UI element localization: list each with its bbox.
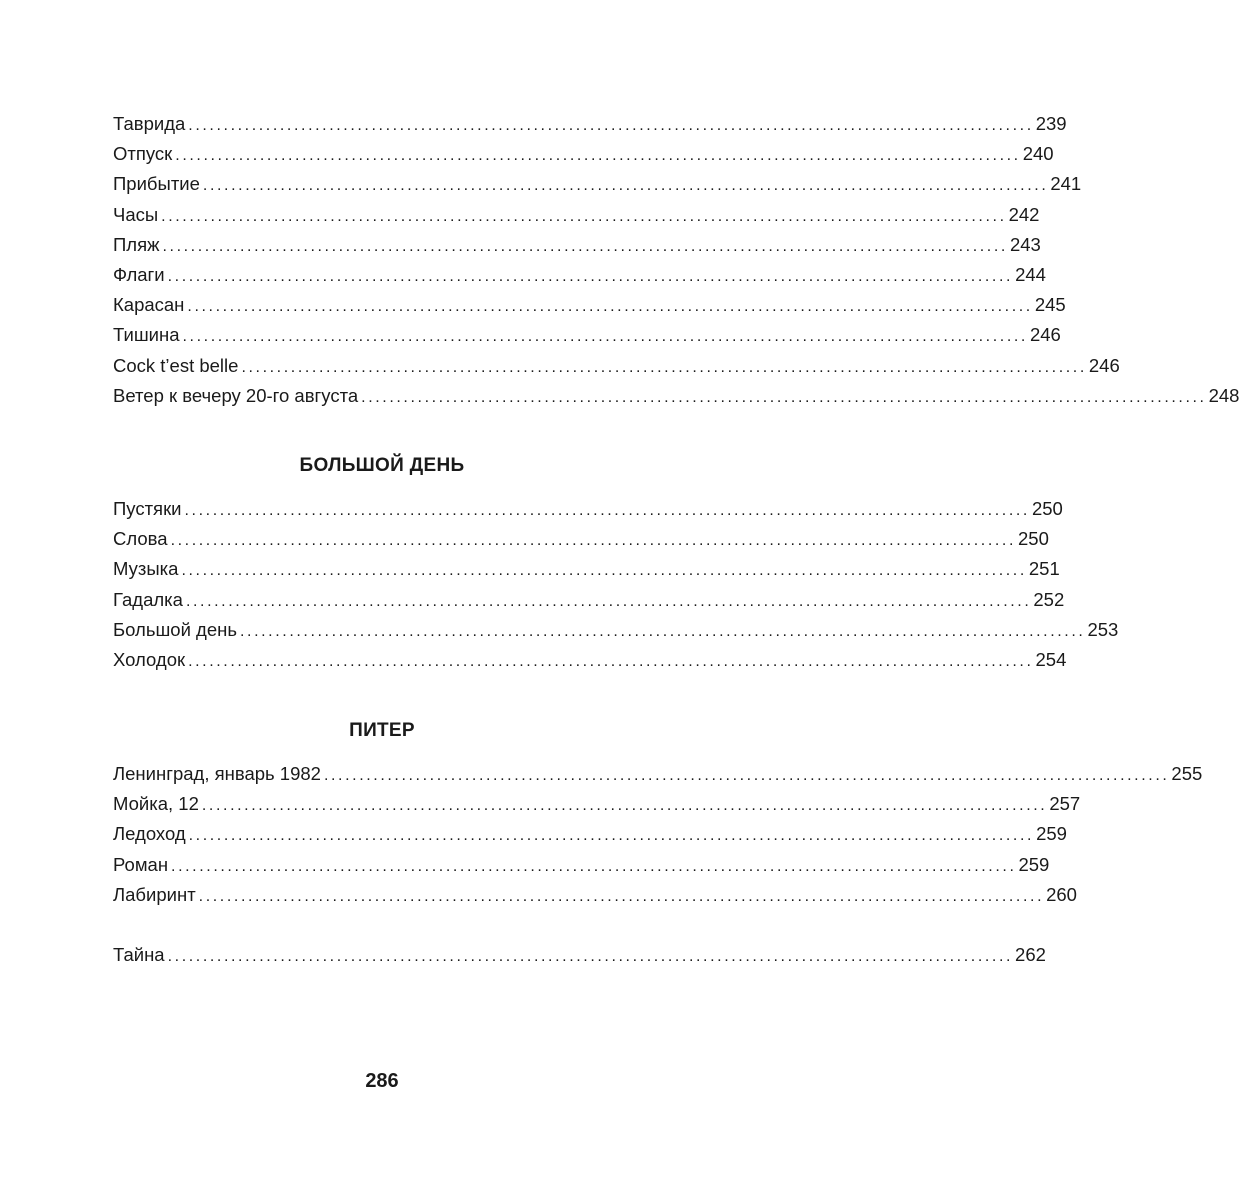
toc-entry bbox=[113, 260, 1046, 290]
toc-entry-title: Прибытие bbox=[113, 173, 200, 195]
toc-entry-title: Флаги bbox=[113, 263, 165, 285]
toc-group-piter bbox=[113, 759, 1203, 910]
toc-dot-leader: ........................................................................................................................ bbox=[182, 328, 1028, 346]
toc-entry-title: Тайна bbox=[113, 944, 165, 965]
toc-group-1 bbox=[113, 109, 1239, 411]
toc-dot-leader: ........................................................................................................................ bbox=[171, 857, 1017, 875]
toc-dot-leader: ........................................................................................................................ bbox=[188, 117, 1034, 134]
toc-entry-page: 243 bbox=[1009, 233, 1041, 255]
toc-entry-title: Пляж bbox=[113, 233, 160, 255]
toc-entry bbox=[113, 645, 1067, 675]
toc-entry bbox=[113, 524, 1049, 554]
toc-entry bbox=[113, 615, 1119, 645]
toc-dot-leader: ........................................................................................................................ bbox=[187, 298, 1033, 316]
toc-group-final bbox=[113, 940, 1046, 970]
toc-entry-page: 248 bbox=[1208, 384, 1239, 406]
toc-entry bbox=[113, 381, 1239, 411]
toc-entry bbox=[113, 759, 1203, 789]
toc-dot-leader: ........................................................................................................................ bbox=[185, 592, 1032, 610]
toc-entry-title: Карасан bbox=[113, 294, 185, 316]
toc-entry-title: Слова bbox=[113, 528, 168, 550]
toc-entry-page: 241 bbox=[1050, 173, 1082, 195]
toc-entry bbox=[113, 139, 1054, 169]
toc-entry bbox=[113, 850, 1050, 880]
toc-dot-leader: ........................................................................................................................ bbox=[175, 147, 1021, 165]
section-heading: БОЛЬШОЙ ДЕНЬ bbox=[299, 455, 465, 476]
toc-entry-page: 253 bbox=[1087, 618, 1119, 640]
toc-dot-leader: ........................................................................................................................ bbox=[202, 177, 1049, 195]
toc-entry bbox=[113, 169, 1082, 199]
toc-entry bbox=[113, 880, 1077, 910]
toc-dot-leader: ........................................................................................................................ bbox=[181, 562, 1027, 580]
toc-entry-title: Часы bbox=[113, 203, 159, 225]
toc-dot-leader: ........................................................................................................................ bbox=[241, 358, 1087, 376]
toc-entry-title: Мойка, 12 bbox=[113, 793, 199, 815]
toc-entry-page: 255 bbox=[1171, 763, 1203, 784]
toc-entry bbox=[113, 494, 1063, 524]
toc-entry-title: Гадалка bbox=[113, 588, 183, 610]
toc-entry-page: 260 bbox=[1046, 883, 1077, 905]
toc-entry-page: 246 bbox=[1029, 324, 1061, 346]
toc-entry bbox=[113, 109, 1067, 139]
toc-entry-title: Таврида bbox=[113, 113, 186, 134]
toc-entry-title: Роман bbox=[113, 853, 169, 875]
toc-group-bolshoy-den bbox=[113, 494, 1119, 675]
toc-entry bbox=[113, 554, 1060, 584]
toc-entry-page: 257 bbox=[1049, 793, 1081, 815]
page-number: 286 bbox=[365, 1070, 399, 1092]
toc-entry-page: 251 bbox=[1028, 558, 1060, 580]
toc-entry-page: 250 bbox=[1031, 498, 1063, 519]
toc-entry-title: Большой день bbox=[113, 618, 237, 640]
toc-entry-title: Ленинград, январь 1982 bbox=[113, 763, 321, 784]
toc-entry-title: Ветер к вечеру 20-го августа bbox=[113, 384, 359, 406]
toc-entry-page: 242 bbox=[1008, 203, 1040, 225]
toc-entry-page: 239 bbox=[1035, 113, 1067, 134]
toc-entry bbox=[113, 940, 1046, 970]
toc-dot-leader: ........................................................................................................................ bbox=[188, 827, 1035, 845]
toc-entry-page: 254 bbox=[1035, 648, 1067, 670]
toc-entry-page: 244 bbox=[1015, 263, 1046, 285]
toc-entry-page: 240 bbox=[1022, 143, 1054, 165]
toc-dot-leader: ........................................................................................................................ bbox=[162, 237, 1008, 255]
toc-entry bbox=[113, 351, 1120, 381]
toc-dot-leader: ........................................................................................................................ bbox=[240, 622, 1086, 640]
toc-entry-title: Музыка bbox=[113, 558, 179, 580]
toc-dot-leader: ........................................................................................................................ bbox=[170, 532, 1016, 550]
toc-entry-title: Лабиринт bbox=[113, 883, 196, 905]
toc-entry-page: 252 bbox=[1033, 588, 1065, 610]
toc-entry bbox=[113, 230, 1041, 260]
toc-entry-title: Холодок bbox=[113, 648, 186, 670]
toc-dot-leader: ........................................................................................................................ bbox=[167, 948, 1014, 965]
toc-entry-page: 246 bbox=[1088, 354, 1120, 376]
toc-dot-leader: ........................................................................................................................ bbox=[198, 887, 1045, 905]
toc-dot-leader: ........................................................................................................................ bbox=[361, 388, 1207, 406]
toc-dot-leader: ........................................................................................................................ bbox=[167, 267, 1014, 285]
toc-entry bbox=[113, 290, 1066, 320]
toc-entry-page: 259 bbox=[1018, 853, 1050, 875]
toc-entry-title: Cock t’est belle bbox=[113, 354, 239, 376]
toc-dot-leader: ........................................................................................................................ bbox=[184, 502, 1030, 519]
toc-dot-leader: ........................................................................................................................ bbox=[201, 797, 1048, 815]
toc-entry bbox=[113, 320, 1061, 350]
toc-entry bbox=[113, 789, 1081, 819]
toc-entry bbox=[113, 819, 1067, 849]
toc-entry bbox=[113, 585, 1065, 615]
toc-dot-leader: ........................................................................................................................ bbox=[323, 767, 1170, 784]
toc-dot-leader: ........................................................................................................................ bbox=[188, 652, 1034, 670]
toc-entry-page: 262 bbox=[1015, 944, 1046, 965]
toc-entry-title: Пустяки bbox=[113, 498, 182, 519]
toc-dot-leader: ........................................................................................................................ bbox=[161, 207, 1007, 225]
section-heading: ПИТЕР bbox=[349, 720, 415, 741]
toc-entry-page: 250 bbox=[1018, 528, 1049, 550]
toc-entry-title: Ледоход bbox=[113, 823, 186, 845]
toc-entry-page: 245 bbox=[1034, 294, 1066, 316]
toc-entry-page: 259 bbox=[1036, 823, 1067, 845]
toc-entry bbox=[113, 200, 1040, 230]
toc-entry-title: Тишина bbox=[113, 324, 180, 346]
toc-entry-title: Отпуск bbox=[113, 143, 173, 165]
